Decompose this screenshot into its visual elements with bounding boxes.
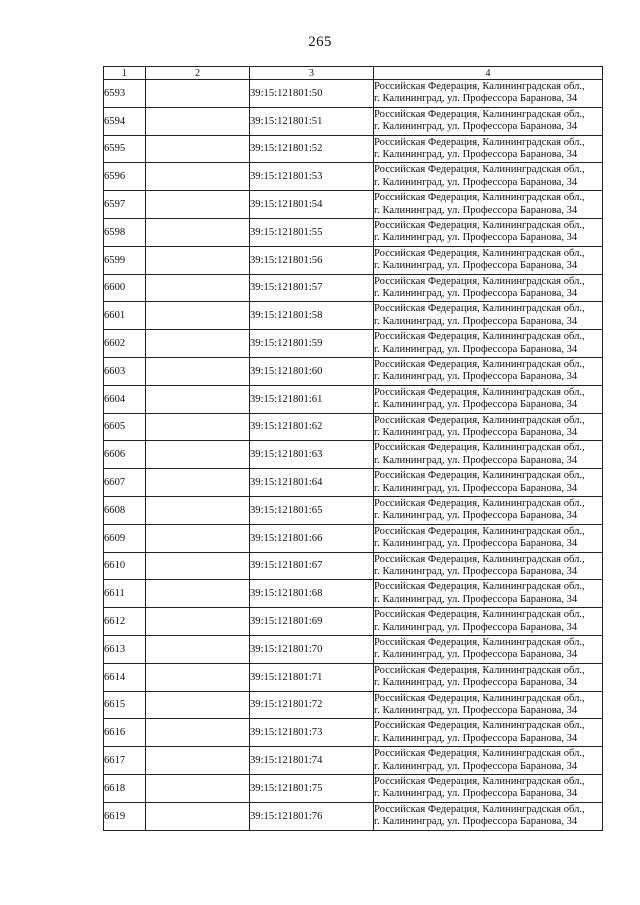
address-cell: [374, 691, 603, 719]
cadastral-number: 39:15:121801:54: [250, 191, 374, 219]
address-line-1: Российская Федерация, Калининградская обл.,: [374, 386, 585, 398]
address-line-2: г. Калининград, ул. Профессора Баранова, 34: [374, 677, 578, 689]
table-row: [104, 552, 603, 580]
address-line-2: г. Калининград, ул. Профессора Баранова, 34: [374, 510, 578, 522]
row-number: 6593: [104, 80, 146, 108]
registry-table: [103, 66, 603, 831]
address-line-1: Российская Федерация, Калининградская обл.,: [374, 692, 585, 704]
address-cell: [374, 302, 603, 330]
address-line-2: г. Калининград, ул. Профессора Баранова, 34: [374, 732, 578, 744]
address-cell: [374, 552, 603, 580]
row-number: 6609: [104, 524, 146, 552]
cadastral-number: 39:15:121801:51: [250, 107, 374, 135]
table-row: [104, 163, 603, 191]
address-line-2: г. Калининград, ул. Профессора Баранова, 34: [374, 399, 578, 411]
table-row: [104, 496, 603, 524]
table-row: [104, 580, 603, 608]
column-2-cell: [146, 441, 250, 469]
table-row: [104, 524, 603, 552]
cadastral-number: 39:15:121801:59: [250, 330, 374, 358]
cadastral-number: 39:15:121801:66: [250, 524, 374, 552]
table-row: [104, 107, 603, 135]
table-row: [104, 274, 603, 302]
address-line-1: Российская Федерация, Калининградская обл.,: [374, 470, 585, 482]
address-line-2: г. Калининград, ул. Профессора Баранова, 34: [374, 538, 578, 550]
address-line-1: Российская Федерация, Калининградская обл.,: [374, 664, 585, 676]
column-2-cell: [146, 385, 250, 413]
table-row: [104, 246, 603, 274]
address-line-1: Российская Федерация, Калининградская обл.,: [374, 525, 585, 537]
address-line-1: Российская Федерация, Калининградская обл.,: [374, 192, 585, 204]
address-cell: [374, 135, 603, 163]
address-line-2: г. Калининград, ул. Профессора Баранова, 34: [374, 260, 578, 272]
address-line-2: г. Калининград, ул. Профессора Баранова, 34: [374, 621, 578, 633]
column-2-cell: [146, 608, 250, 636]
address-cell: [374, 357, 603, 385]
table-row: [104, 719, 603, 747]
cadastral-number: 39:15:121801:67: [250, 552, 374, 580]
address-line-2: г. Калининград, ул. Профессора Баранова, 34: [374, 204, 578, 216]
address-cell: [374, 802, 603, 830]
address-cell: [374, 191, 603, 219]
column-header-1: 1: [104, 67, 146, 80]
column-2-cell: [146, 218, 250, 246]
cadastral-number: 39:15:121801:61: [250, 385, 374, 413]
cadastral-number: 39:15:121801:53: [250, 163, 374, 191]
address-line-1: Российская Федерация, Калининградская обл.,: [374, 636, 585, 648]
row-number: 6618: [104, 774, 146, 802]
address-line-1: Российская Федерация, Калининградская обл.,: [374, 553, 585, 565]
column-2-cell: [146, 274, 250, 302]
address-line-2: г. Калининград, ул. Профессора Баранова, 34: [374, 593, 578, 605]
table-row: [104, 413, 603, 441]
address-line-1: Российская Федерация, Калининградская обл.,: [374, 748, 585, 760]
address-cell: [374, 441, 603, 469]
column-header-3: 3: [250, 67, 374, 80]
table-header: [104, 67, 603, 80]
address-cell: [374, 719, 603, 747]
cadastral-number: 39:15:121801:72: [250, 691, 374, 719]
column-2-cell: [146, 580, 250, 608]
row-number: 6611: [104, 580, 146, 608]
address-line-2: г. Калининград, ул. Профессора Баранова, 34: [374, 232, 578, 244]
column-2-cell: [146, 330, 250, 358]
address-cell: [374, 80, 603, 108]
address-cell: [374, 580, 603, 608]
address-line-2: г. Калининград, ул. Профессора Баранова, 34: [374, 816, 578, 828]
column-header-2: 2: [146, 67, 250, 80]
address-line-1: Российская Федерация, Калининградская обл.,: [374, 609, 585, 621]
table-row: [104, 441, 603, 469]
address-line-2: г. Калининград, ул. Профессора Баранова, 34: [374, 371, 578, 383]
row-number: 6619: [104, 802, 146, 830]
row-number: 6614: [104, 663, 146, 691]
cadastral-number: 39:15:121801:74: [250, 747, 374, 775]
address-line-2: г. Калининград, ул. Профессора Баранова, 34: [374, 287, 578, 299]
row-number: 6607: [104, 469, 146, 497]
cadastral-number: 39:15:121801:73: [250, 719, 374, 747]
row-number: 6612: [104, 608, 146, 636]
address-line-2: г. Калининград, ул. Профессора Баранова, 34: [374, 148, 578, 160]
address-line-1: Российская Федерация, Калининградская обл.,: [374, 219, 585, 231]
row-number: 6608: [104, 496, 146, 524]
cadastral-number: 39:15:121801:57: [250, 274, 374, 302]
cadastral-number: 39:15:121801:56: [250, 246, 374, 274]
address-line-1: Российская Федерация, Калининградская обл.,: [374, 497, 585, 509]
address-line-1: Российская Федерация, Калининградская обл.,: [374, 275, 585, 287]
address-cell: [374, 496, 603, 524]
address-line-1: Российская Федерация, Калининградская обл.,: [374, 442, 585, 454]
column-2-cell: [146, 413, 250, 441]
address-line-2: г. Калининград, ул. Профессора Баранова, 34: [374, 121, 578, 133]
cadastral-number: 39:15:121801:63: [250, 441, 374, 469]
column-header-4: 4: [374, 67, 603, 80]
row-number: 6596: [104, 163, 146, 191]
address-line-2: г. Калининград, ул. Профессора Баранова, 34: [374, 649, 578, 661]
address-line-2: г. Калининград, ул. Профессора Баранова, 34: [374, 565, 578, 577]
column-2-cell: [146, 135, 250, 163]
row-number: 6617: [104, 747, 146, 775]
column-2-cell: [146, 552, 250, 580]
column-2-cell: [146, 719, 250, 747]
row-number: 6600: [104, 274, 146, 302]
column-2-cell: [146, 357, 250, 385]
column-2-cell: [146, 302, 250, 330]
address-line-1: Российская Федерация, Калининградская обл.,: [374, 358, 585, 370]
column-2-cell: [146, 691, 250, 719]
address-cell: [374, 524, 603, 552]
row-number: 6603: [104, 357, 146, 385]
address-line-1: Российская Федерация, Калининградская обл.,: [374, 80, 585, 92]
row-number: 6615: [104, 691, 146, 719]
address-cell: [374, 246, 603, 274]
table-row: [104, 608, 603, 636]
address-cell: [374, 747, 603, 775]
row-number: 6604: [104, 385, 146, 413]
address-cell: [374, 330, 603, 358]
address-cell: [374, 635, 603, 663]
column-2-cell: [146, 774, 250, 802]
address-cell: [374, 163, 603, 191]
page-number: 265: [308, 34, 332, 50]
cadastral-number: 39:15:121801:64: [250, 469, 374, 497]
column-2-cell: [146, 191, 250, 219]
address-line-1: Российская Федерация, Калининградская обл.,: [374, 331, 585, 343]
table-row: [104, 774, 603, 802]
cadastral-number: 39:15:121801:55: [250, 218, 374, 246]
column-2-cell: [146, 524, 250, 552]
address-line-2: г. Калининград, ул. Профессора Баранова, 34: [374, 482, 578, 494]
row-number: 6598: [104, 218, 146, 246]
table-row: [104, 747, 603, 775]
address-cell: [374, 608, 603, 636]
table-row: [104, 302, 603, 330]
row-number: 6599: [104, 246, 146, 274]
row-number: 6597: [104, 191, 146, 219]
column-2-cell: [146, 663, 250, 691]
column-2-cell: [146, 469, 250, 497]
table-body: [104, 80, 603, 831]
address-line-2: г. Калининград, ул. Профессора Баранова, 34: [374, 760, 578, 772]
address-cell: [374, 218, 603, 246]
table-row: [104, 385, 603, 413]
column-2-cell: [146, 80, 250, 108]
table-row: [104, 663, 603, 691]
address-line-1: Российская Федерация, Калининградская обл.,: [374, 581, 585, 593]
address-line-1: Российская Федерация, Калининградская обл.,: [374, 247, 585, 259]
column-2-cell: [146, 496, 250, 524]
address-line-1: Российская Федерация, Калининградская обл.,: [374, 803, 585, 815]
cadastral-number: 39:15:121801:60: [250, 357, 374, 385]
table-row: [104, 80, 603, 108]
column-2-cell: [146, 747, 250, 775]
cadastral-number: 39:15:121801:76: [250, 802, 374, 830]
cadastral-number: 39:15:121801:68: [250, 580, 374, 608]
table-row: [104, 218, 603, 246]
table-row: [104, 357, 603, 385]
column-2-cell: [146, 635, 250, 663]
address-line-2: г. Калининград, ул. Профессора Баранова, 34: [374, 176, 578, 188]
column-2-cell: [146, 163, 250, 191]
cadastral-number: 39:15:121801:70: [250, 635, 374, 663]
cadastral-number: 39:15:121801:52: [250, 135, 374, 163]
address-line-2: г. Калининград, ул. Профессора Баранова, 34: [374, 426, 578, 438]
address-line-2: г. Калининград, ул. Профессора Баранова, 34: [374, 315, 578, 327]
address-cell: [374, 274, 603, 302]
row-number: 6601: [104, 302, 146, 330]
address-line-2: г. Калининград, ул. Профессора Баранова, 34: [374, 93, 578, 105]
table-row: [104, 135, 603, 163]
cadastral-number: 39:15:121801:50: [250, 80, 374, 108]
table-row: [104, 191, 603, 219]
table-row: [104, 469, 603, 497]
row-number: 6613: [104, 635, 146, 663]
address-line-2: г. Калининград, ул. Профессора Баранова, 34: [374, 343, 578, 355]
column-2-cell: [146, 107, 250, 135]
cadastral-number: 39:15:121801:75: [250, 774, 374, 802]
cadastral-number: 39:15:121801:62: [250, 413, 374, 441]
table-row: [104, 330, 603, 358]
row-number: 6595: [104, 135, 146, 163]
cadastral-number: 39:15:121801:69: [250, 608, 374, 636]
table-row: [104, 802, 603, 830]
row-number: 6606: [104, 441, 146, 469]
header-row: [104, 67, 603, 80]
row-number: 6616: [104, 719, 146, 747]
address-line-1: Российская Федерация, Калининградская обл.,: [374, 414, 585, 426]
address-cell: [374, 385, 603, 413]
address-line-2: г. Калининград, ул. Профессора Баранова, 34: [374, 704, 578, 716]
address-line-1: Российская Федерация, Калининградская обл.,: [374, 164, 585, 176]
address-line-1: Российская Федерация, Калининградская обл.,: [374, 775, 585, 787]
row-number: 6602: [104, 330, 146, 358]
cadastral-number: 39:15:121801:71: [250, 663, 374, 691]
address-line-1: Российская Федерация, Калининградская обл.,: [374, 303, 585, 315]
address-line-2: г. Калининград, ул. Профессора Баранова, 34: [374, 454, 578, 466]
table-row: [104, 691, 603, 719]
address-cell: [374, 663, 603, 691]
cadastral-number: 39:15:121801:58: [250, 302, 374, 330]
address-cell: [374, 469, 603, 497]
column-2-cell: [146, 802, 250, 830]
address-cell: [374, 107, 603, 135]
column-2-cell: [146, 246, 250, 274]
address-line-2: г. Калининград, ул. Профессора Баранова, 34: [374, 788, 578, 800]
table-row: [104, 635, 603, 663]
address-line-1: Российская Федерация, Калининградская обл.,: [374, 108, 585, 120]
row-number: 6605: [104, 413, 146, 441]
cadastral-number: 39:15:121801:65: [250, 496, 374, 524]
row-number: 6610: [104, 552, 146, 580]
address-line-1: Российская Федерация, Калининградская обл.,: [374, 720, 585, 732]
row-number: 6594: [104, 107, 146, 135]
address-line-1: Российская Федерация, Калининградская обл.,: [374, 136, 585, 148]
address-cell: [374, 774, 603, 802]
address-cell: [374, 413, 603, 441]
